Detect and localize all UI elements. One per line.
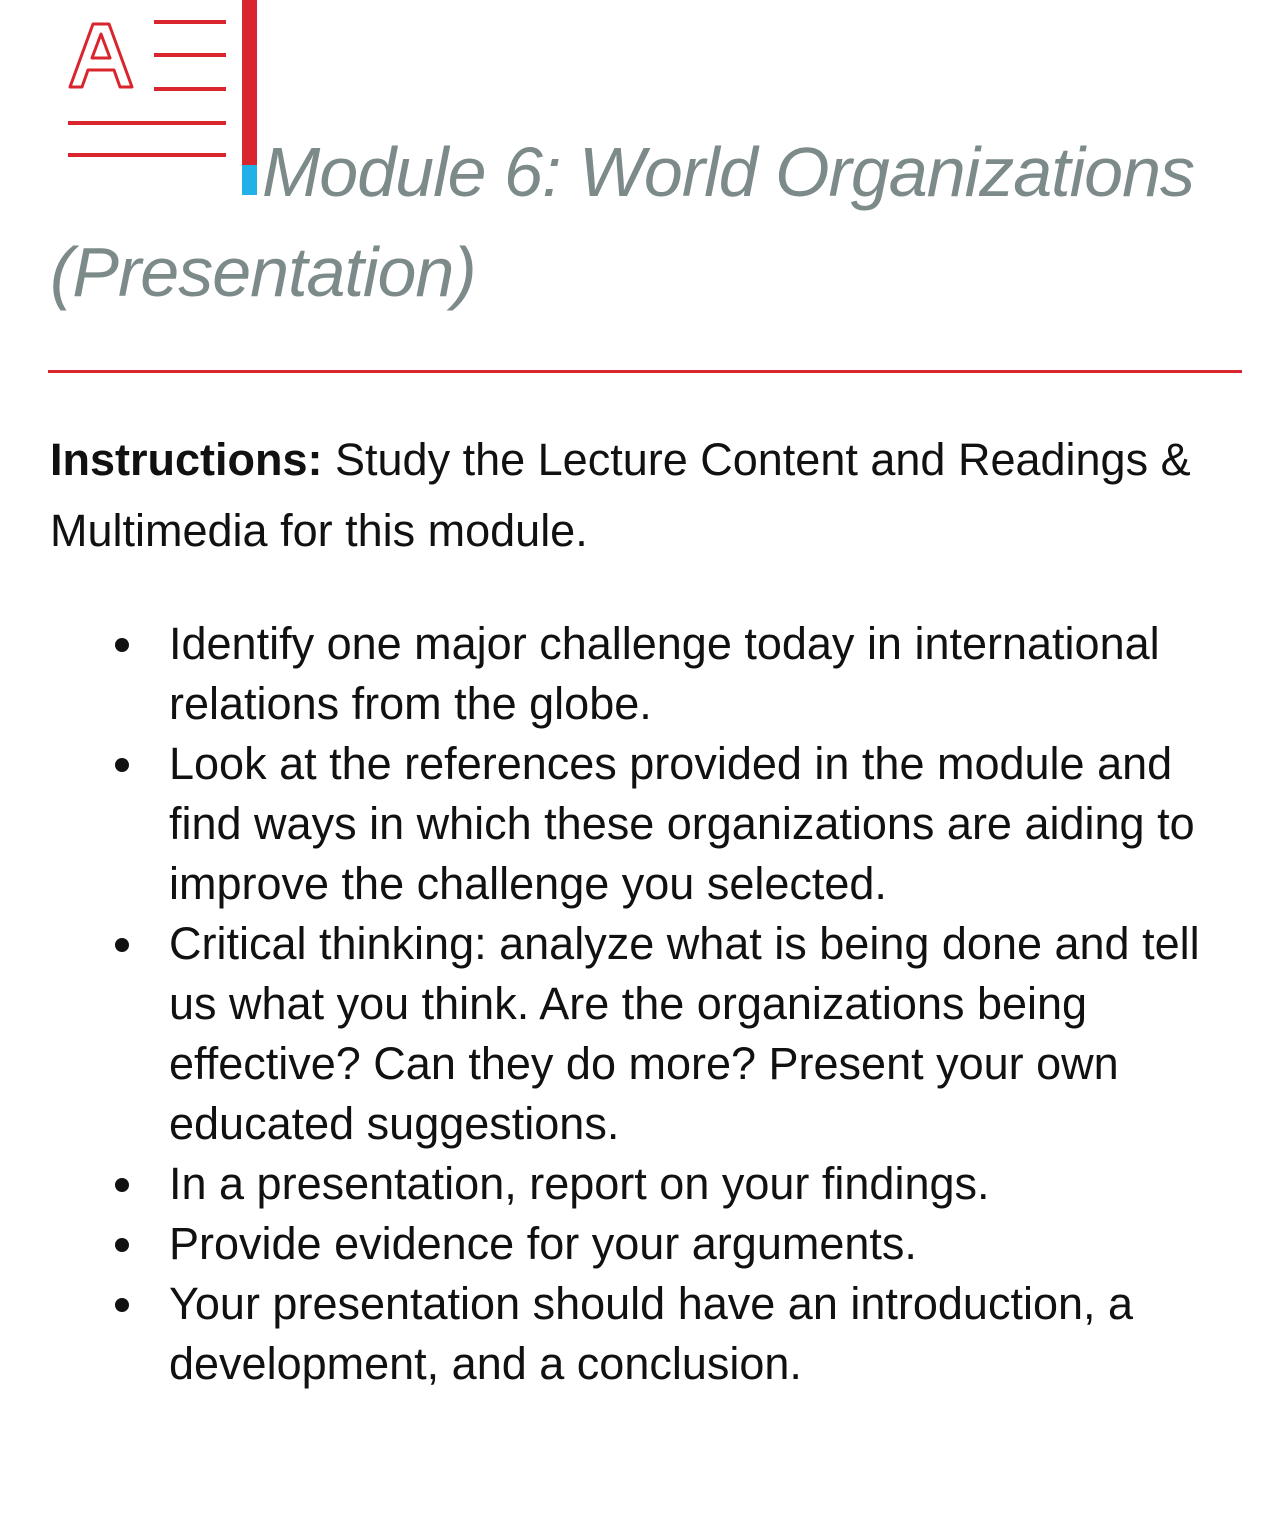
list-item <box>169 614 1240 734</box>
bullet-icon <box>115 1298 129 1312</box>
bullet-icon <box>115 1178 129 1192</box>
bullet-icon <box>115 638 129 652</box>
bullet-icon <box>115 1238 129 1252</box>
list-item <box>169 1214 1240 1274</box>
instructions-text: Study the Lecture Content and Readings & Multimedia for this module. <box>50 434 1191 556</box>
task-text: Identify one major challenge today in international relations from the globe. <box>169 618 1160 729</box>
logo-letter-a <box>70 24 132 87</box>
bullet-icon <box>115 758 129 772</box>
task-text: Provide evidence for your arguments. <box>169 1218 917 1269</box>
list-item <box>169 1154 1240 1214</box>
instructions-label: Instructions: <box>50 434 323 485</box>
task-list <box>0 614 1240 1394</box>
instructions-paragraph <box>50 424 1230 566</box>
task-text: Look at the references provided in the module and find ways in which these organizations are aiding to improve the challenge you selected. <box>169 738 1195 909</box>
page-title: Module 6: World Organizations (Presentation) <box>50 133 1194 311</box>
list-item <box>169 734 1240 914</box>
task-text: Critical thinking: analyze what is being done and tell us what you think. Are the organizations being effective? Can they do more? Present your own educated suggestions. <box>169 918 1200 1149</box>
title-divider <box>48 370 1242 373</box>
list-item <box>169 914 1240 1154</box>
list-item <box>169 1274 1240 1394</box>
bullet-icon <box>115 938 129 952</box>
task-text: In a presentation, report on your findings. <box>169 1158 990 1209</box>
task-text: Your presentation should have an introduction, a development, and a conclusion. <box>169 1278 1134 1389</box>
